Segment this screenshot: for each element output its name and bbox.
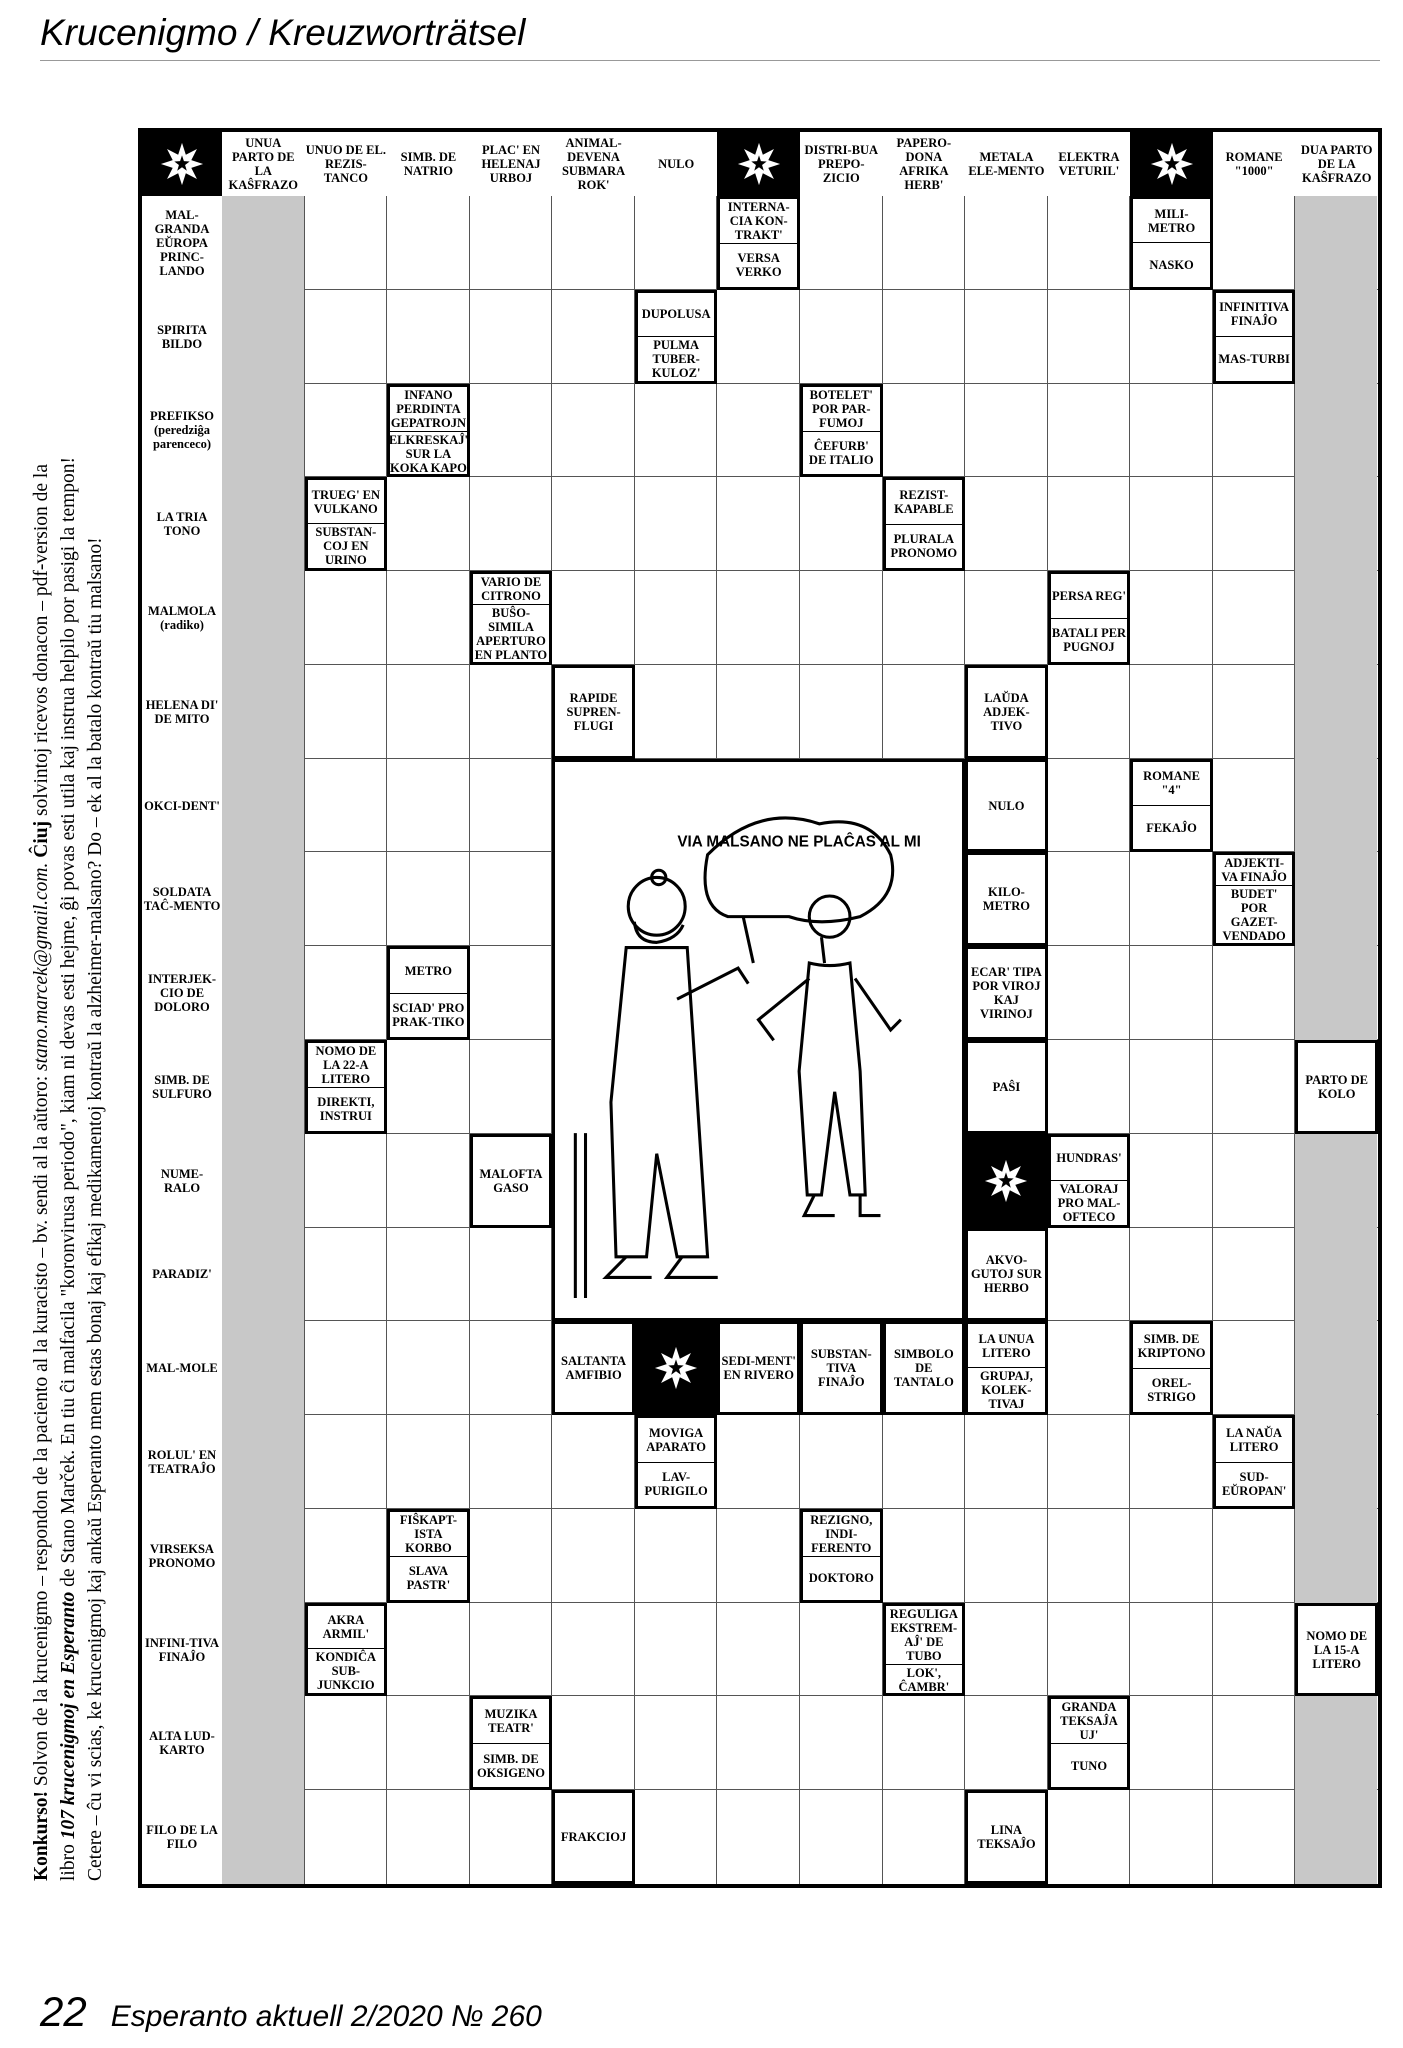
clue-text: SUBSTAN-COJ EN URINO xyxy=(308,523,385,568)
inner-clue xyxy=(387,384,470,478)
clue-text: GRANDA TEKSAĴA UJ' xyxy=(1060,1700,1118,1743)
inner-clue xyxy=(965,946,1048,1040)
inner-clue xyxy=(1213,290,1296,384)
clue-text: UNUO DE EL. REZIS-TANCO xyxy=(305,143,386,185)
clue-text: PREFIKSO (peredziĝa parenceco) xyxy=(150,409,214,452)
clue-text: BOTELET' POR PAR-FUMOJ xyxy=(809,387,873,430)
grid-line xyxy=(142,1508,1378,1509)
esperanto-star-icon xyxy=(142,132,222,196)
cartoon-illustration xyxy=(552,759,965,1322)
inner-clue xyxy=(552,1321,635,1415)
left-clue xyxy=(142,571,222,665)
clue-text: NOMO DE LA 15-A LITERO xyxy=(1306,1628,1368,1671)
left-clue xyxy=(142,946,222,1040)
clue-text: BUDET' POR GAZET-VENDADO xyxy=(1216,885,1293,944)
top-clue xyxy=(470,132,553,196)
clue-text: MUZIKA TEATR' xyxy=(484,1707,538,1736)
clue-text: GRUPAJ, KOLEK-TIVAJ xyxy=(968,1367,1045,1412)
grid-line xyxy=(142,664,1378,665)
page-number: 22 xyxy=(40,1988,87,2035)
solution-column xyxy=(222,196,304,1884)
top-clue xyxy=(1295,132,1378,196)
inner-clue xyxy=(717,1321,800,1415)
clue-text: PAPERO-DONA AFRIKA HERB' xyxy=(896,136,952,192)
author-email: stano.marcek@gmail.com. xyxy=(31,862,52,1071)
clue-text: FILO DE LA FILO xyxy=(146,1823,218,1852)
clue-text: DUA PARTO DE LA KAŜFRAZO xyxy=(1300,143,1373,185)
inner-clue xyxy=(387,946,470,1040)
top-clue xyxy=(222,132,305,196)
left-clue xyxy=(142,1696,222,1790)
inner-clue xyxy=(470,571,553,665)
clue-text: VERSA VERKO xyxy=(720,243,797,287)
clue-text: SIMBOLO DE TANTALO xyxy=(893,1347,954,1390)
clue-text: RAPIDE SUPREN-FLUGI xyxy=(566,690,621,733)
clue-text: NULO xyxy=(658,157,695,171)
inner-clue xyxy=(470,1696,553,1790)
speech-bubble-text: VIA MALSANO NE PLAĈAS AL MI xyxy=(677,833,922,851)
clue-text: ROMANE "4" xyxy=(1143,769,1201,798)
magazine-issue: Esperanto aktuell 2/2020 № 260 xyxy=(110,2000,542,2033)
left-clue xyxy=(142,290,222,384)
clue-text: PAŜI xyxy=(992,1079,1021,1094)
esperanto-star-icon xyxy=(717,132,800,196)
clue-text: ELKRESKAĴ' SUR LA KOKA KAPO xyxy=(388,432,469,475)
header-divider xyxy=(40,60,1380,61)
page-title: Krucenigmo / Kreuzworträtsel xyxy=(40,12,526,53)
clue-text: PULMA TUBER-KULOZ' xyxy=(638,336,715,381)
clue-text: MILI-METRO xyxy=(1147,206,1196,235)
clue-text: MAL-MOLE xyxy=(146,1361,218,1376)
top-clue xyxy=(965,132,1048,196)
clue-text: ADJEKTI-VA FINAĴO xyxy=(1221,856,1287,885)
clue-text: METRO xyxy=(404,963,453,978)
clue-text: REGULIGA EKSTREM-AĴ' DE TUBO xyxy=(889,1606,958,1663)
clue-text: SIMB. DE SULFURO xyxy=(152,1072,212,1101)
clue-text: LINA TEKSAĴO xyxy=(977,1823,1036,1852)
clue-text: TUNO xyxy=(1051,1743,1128,1787)
inner-clue xyxy=(1130,1321,1213,1415)
inner-clue xyxy=(965,665,1048,759)
left-clue xyxy=(142,384,222,478)
clue-text: SUD-EŬROPAN' xyxy=(1216,1462,1293,1506)
clue-text: HUNDRAS' xyxy=(1056,1151,1122,1166)
inner-clue xyxy=(800,1509,883,1603)
inner-clue xyxy=(635,290,718,384)
inner-clue xyxy=(470,1134,553,1228)
clue-text: SLAVA PASTR' xyxy=(390,1556,467,1600)
clue-text: LOK', ĈAMBR' xyxy=(886,1664,963,1695)
clue-text: SIMB. DE KRIPTONO xyxy=(1137,1332,1206,1361)
clue-text: METALA ELE-MENTO xyxy=(968,150,1045,178)
clue-text: NASKO xyxy=(1133,242,1210,286)
contest-line-2-end: de Stano Marček. En tiu ĉi malfacila "koronvirusa periodo", kiam ni devas esti hejme, ĝi povas esti utila kaj instrua helpilo por pasigi la tempon! xyxy=(58,456,79,1592)
clue-text: SCIAD' PRO PRAK-TIKO xyxy=(390,993,467,1037)
left-clue xyxy=(142,1228,222,1322)
clue-text: LAV-PURIGILO xyxy=(638,1462,715,1506)
clue-text: INTERJEK-CIO DE DOLORO xyxy=(147,972,217,1015)
clue-text: KONDIĈA SUB-JUNKCIO xyxy=(308,1648,385,1693)
clue-text: AKRA ARMIL' xyxy=(322,1613,370,1642)
inner-clue xyxy=(965,759,1048,853)
inner-clue xyxy=(552,1790,635,1884)
clue-text: PARADIZ' xyxy=(152,1267,212,1282)
clue-text: AKVO-GUTOJ SUR HERBO xyxy=(970,1253,1042,1296)
left-clue xyxy=(142,852,222,946)
inner-clue xyxy=(305,1603,388,1697)
clue-text: FIŜKAPT-ISTA KORBO xyxy=(399,1512,458,1555)
clue-text: DUPOLUSA xyxy=(641,307,711,322)
clue-text: ROLUL' EN TEATRAĴO xyxy=(147,1447,217,1476)
left-clue xyxy=(142,1321,222,1415)
inner-clue xyxy=(965,1321,1048,1415)
left-clue xyxy=(142,1415,222,1509)
clue-text: ALTA LUD-KARTO xyxy=(149,1729,215,1758)
top-clue xyxy=(305,132,388,196)
left-clue xyxy=(142,1603,222,1697)
clue-text: NULO xyxy=(988,798,1025,813)
clue-text: INFINI-TIVA FINAĴO xyxy=(144,1635,220,1664)
contest-line-1-bold: Ĉiuj xyxy=(31,820,52,863)
inner-clue xyxy=(800,1321,883,1415)
left-clue xyxy=(142,759,222,853)
inner-clue xyxy=(883,1603,966,1697)
clue-text: ROMANE "1000" xyxy=(1225,150,1283,178)
top-clue xyxy=(635,132,718,196)
clue-text: ĈEFURB' DE ITALIO xyxy=(803,431,880,475)
top-clue xyxy=(552,132,635,196)
clue-text: BATALI PER PUGNOJ xyxy=(1051,618,1128,662)
clue-text: LA UNUA LITERO xyxy=(978,1331,1035,1360)
contest-line-1 xyxy=(28,129,55,1881)
inner-clue xyxy=(1295,1603,1378,1697)
inner-clue xyxy=(1130,759,1213,853)
clue-text: MALMOLA (radiko) xyxy=(147,603,217,632)
clue-text: ANIMAL-DEVENA SUBMARA ROK' xyxy=(561,136,626,192)
inner-clue xyxy=(965,1790,1048,1884)
clue-text: PLURALA PRONOMO xyxy=(886,524,963,568)
clue-text: NOMO DE LA 22-A LITERO xyxy=(315,1044,377,1086)
inner-clue xyxy=(1048,1134,1131,1228)
inner-clue xyxy=(965,1040,1048,1134)
clue-text: PLAC' EN HELENAJ URBOJ xyxy=(481,143,541,185)
clue-text: VALORAJ PRO MAL-OFTECO xyxy=(1051,1180,1128,1225)
clue-text: DIREKTI, INSTRUI xyxy=(308,1087,385,1131)
clue-text: SIMB. DE OKSIGENO xyxy=(473,1743,550,1787)
clue-text: REZIGNO, INDI-FERENTO xyxy=(810,1512,873,1555)
clue-text: FEKAĴO xyxy=(1133,805,1210,849)
clue-text: REZIST-KAPABLE xyxy=(894,488,954,517)
esperanto-star-icon xyxy=(1130,132,1213,196)
clue-text: PERSA REG' xyxy=(1051,588,1126,603)
clue-text: SEDI-MENT' EN RIVERO xyxy=(721,1354,796,1383)
book-title: 107 krucenigmoj en Esperanto xyxy=(58,1591,79,1840)
clue-text: MALOFTA GASO xyxy=(479,1166,543,1195)
clue-text: BUŜO-SIMILA APERTURO EN PLANTO xyxy=(473,604,550,663)
inner-clue xyxy=(883,477,966,571)
clue-text: PARTO DE KOLO xyxy=(1305,1072,1369,1101)
clue-text: LA NAŬA LITERO xyxy=(1226,1425,1283,1454)
page-footer xyxy=(40,1988,542,2036)
clue-text: HELENA DI' DE MITO xyxy=(145,697,219,726)
contest-line-1-text: Solvon de la krucenigmo – respondon de la paciento al la kuracisto – bv. sendi al la aŭtoro: xyxy=(31,1071,52,1792)
left-clue xyxy=(142,477,222,571)
clue-text: NUME-RALO xyxy=(160,1166,204,1195)
clue-text: INTERNA-CIA KON-TRAKT' xyxy=(727,200,790,242)
inner-clue xyxy=(1130,196,1213,290)
clue-text: MAS-TURBI xyxy=(1216,336,1293,380)
clue-text: SIMB. DE NATRIO xyxy=(400,150,457,178)
grid-line xyxy=(142,383,1378,384)
esperanto-star-icon xyxy=(965,1134,1048,1228)
inner-clue xyxy=(1048,1696,1131,1790)
top-clue xyxy=(883,132,966,196)
grid-line xyxy=(1129,132,1130,1884)
clue-text: VIRSEKSA PRONOMO xyxy=(148,1541,216,1570)
crossword-grid xyxy=(138,128,1382,1888)
contest-line-2-start: libro xyxy=(58,1839,79,1881)
clue-text: INFANO PERDINTA GEPATROJN xyxy=(390,387,467,430)
grid-line xyxy=(142,1789,1378,1790)
left-clue xyxy=(142,665,222,759)
contest-heading: Konkurso! xyxy=(31,1791,52,1881)
clue-text: FRAKCIOJ xyxy=(560,1830,627,1845)
inner-clue xyxy=(883,1321,966,1415)
clue-text: ELEKTRA VETURIL' xyxy=(1058,150,1120,178)
top-clue xyxy=(1048,132,1131,196)
inner-clue xyxy=(717,196,800,290)
clue-text: OKCI-DENT' xyxy=(144,798,220,813)
left-clue xyxy=(142,196,222,290)
clue-text: OREL-STRIGO xyxy=(1133,1368,1210,1412)
inner-clue xyxy=(635,1415,718,1509)
contest-text xyxy=(28,129,109,1881)
inner-clue xyxy=(965,1228,1048,1322)
top-clue xyxy=(800,132,883,196)
inner-clue xyxy=(1048,571,1131,665)
clue-text: VARIO DE CITRONO xyxy=(480,575,542,604)
inner-clue xyxy=(1213,1415,1296,1509)
grid-line xyxy=(1212,132,1213,1884)
inner-clue xyxy=(965,852,1048,946)
clue-text: MAL-GRANDA EŬROPA PRINC-LANDO xyxy=(154,207,210,278)
clue-text: UNUA PARTO DE LA KAŜFRAZO xyxy=(228,136,298,192)
left-clue xyxy=(142,1040,222,1134)
clue-text: TRUEG' EN VULKANO xyxy=(311,487,381,516)
top-clue xyxy=(1213,132,1296,196)
clue-text: SALTANTA AMFIBIO xyxy=(561,1354,627,1383)
contest-line-1-end: solvintoj ricevos donacon – pdf-version de la xyxy=(31,464,52,821)
left-clue xyxy=(142,1790,222,1884)
top-clue xyxy=(387,132,470,196)
inner-clue xyxy=(305,1040,388,1134)
esperanto-star-icon xyxy=(635,1321,718,1415)
clue-text: DISTRI-BUA PREPO-ZICIO xyxy=(804,143,879,185)
inner-clue xyxy=(1213,852,1296,946)
inner-clue xyxy=(800,384,883,478)
clue-text: SPIRITA BILDO xyxy=(157,322,207,351)
clue-text: LAŬDA ADJEK-TIVO xyxy=(983,690,1030,733)
inner-clue xyxy=(1295,1040,1378,1134)
clue-text: MOVIGA APARATO xyxy=(646,1425,706,1454)
left-clue xyxy=(142,1509,222,1603)
clue-text: LA TRIA TONO xyxy=(156,510,208,539)
contest-line-3: Cetere – ĉu vi scias, ke krucenigmoj kaj ankaŭ Esperanto mem estas bonaj kaj efikaj medikamentoj kontraŭ la alzheimer-malsano? Do – ek al la batalo kontraŭ tiu malsano! xyxy=(85,537,106,1881)
contest-line-2 xyxy=(55,129,82,1881)
left-clue xyxy=(142,1134,222,1228)
clue-text: INFINITIVA FINAĴO xyxy=(1219,300,1290,329)
clue-text: SUBSTAN-TIVA FINAĴO xyxy=(810,1347,872,1390)
clue-text: SOLDATA TAĈ-MENTO xyxy=(143,885,221,914)
clue-text: DOKTORO xyxy=(803,1556,880,1600)
clue-text: ECAR' TIPA POR VIROJ KAJ VIRINOJ xyxy=(971,965,1042,1022)
inner-clue xyxy=(387,1509,470,1603)
inner-clue xyxy=(305,477,388,571)
inner-clue xyxy=(552,665,635,759)
clue-text: KILO-METRO xyxy=(982,885,1031,914)
